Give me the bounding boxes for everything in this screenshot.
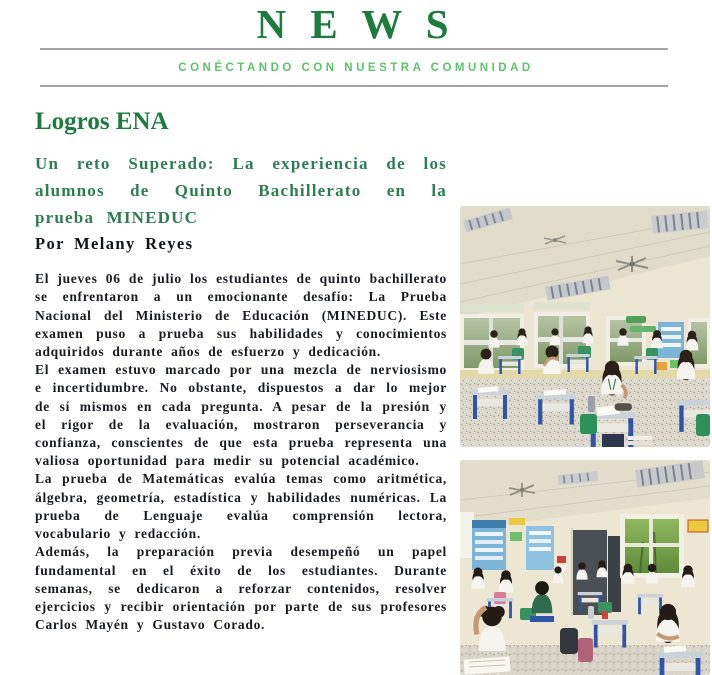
- article-headline: Un reto Superado: La experiencia de los alumnos de Quinto Bachillerato en la prueba MINEDUC: [35, 154, 447, 228]
- article-paragraph: El jueves 06 de julio los estudiantes de quinto bachillerato se enfrentaron a un emocionante desafío: La Prueba Nacional del Ministerio de Educación (MINEDUC). Este examen puso a prueba sus habilidades y conocimientos adquiridos durante años de esfuerzo y dedicación.: [35, 271, 447, 360]
- header-divider-top: [40, 48, 668, 50]
- header-tagline: CONÉCTANDO CON NUESTRA COMUNIDAD: [178, 62, 534, 74]
- masthead: [0, 0, 712, 87]
- header-divider-bottom: [40, 85, 668, 87]
- classroom-photo-2-image: [460, 460, 710, 675]
- article-paragraphs: [35, 270, 447, 634]
- article-paragraph: El examen estuvo marcado por una mezcla de nerviosismo e incertidumbre. No obstante, dispuestos a dar lo mejor de sí mismos en cada pregunta. A pesar de la presión y el rigor de la evaluación, mostraron perseverancia y confianza, conscientes de que esta prueba representa una valiosa oportunidad para medir su potencial académico.: [35, 362, 447, 469]
- classroom-photo-1-image: [460, 206, 710, 447]
- article-paragraph: Además, la preparación previa desempeñó un papel fundamental en el éxito de los estudiantes. Durante semanas, se dedicaron a reforzar contenidos, resolver ejercicios y recibir orientación por parte de sus profesores Carlos Mayén y Gustavo Corado.: [35, 544, 447, 633]
- news-title: N E W S: [256, 1, 456, 47]
- article-body: [0, 109, 712, 675]
- photo-column: [460, 206, 710, 675]
- article-text-column: [35, 109, 447, 675]
- section-title: Logros ENA: [35, 108, 169, 135]
- classroom-photo-2: [460, 460, 710, 675]
- article-byline: Por Melany Reyes: [35, 234, 194, 254]
- classroom-photo-1: [460, 206, 710, 447]
- article-paragraph: La prueba de Matemáticas evalúa temas como aritmética, álgebra, geometría, estadística y habilidades numéricas. La prueba de Lenguaje evalúa comprensión lectora, vocabulario y redacción.: [35, 471, 447, 542]
